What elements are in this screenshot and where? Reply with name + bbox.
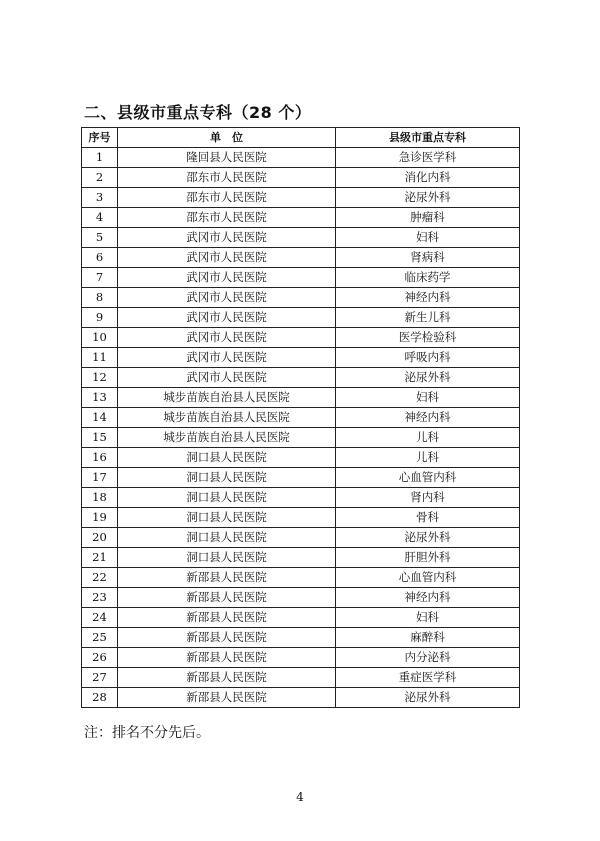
cell-index: 26 [82, 648, 118, 668]
cell-index: 12 [82, 368, 118, 388]
table-row [82, 688, 520, 708]
table-row [82, 288, 520, 308]
cell-specialty: 神经内科 [336, 588, 520, 608]
cell-specialty: 泌尿外科 [336, 528, 520, 548]
cell-unit: 邵东市人民医院 [118, 168, 336, 188]
cell-index: 11 [82, 348, 118, 368]
cell-unit: 新邵县人民医院 [118, 568, 336, 588]
table-row [82, 408, 520, 428]
cell-index: 2 [82, 168, 118, 188]
cell-unit: 隆回县人民医院 [118, 148, 336, 168]
cell-index: 8 [82, 288, 118, 308]
table-row [82, 448, 520, 468]
table-row [82, 468, 520, 488]
cell-index: 16 [82, 448, 118, 468]
table-row [82, 368, 520, 388]
cell-index: 3 [82, 188, 118, 208]
cell-index: 21 [82, 548, 118, 568]
cell-specialty: 骨科 [336, 508, 520, 528]
cell-index: 19 [82, 508, 118, 528]
cell-specialty: 肝胆外科 [336, 548, 520, 568]
cell-unit: 城步苗族自治县人民医院 [118, 388, 336, 408]
cell-unit: 武冈市人民医院 [118, 368, 336, 388]
table-body [82, 148, 520, 708]
cell-index: 25 [82, 628, 118, 648]
cell-specialty: 妇科 [336, 228, 520, 248]
cell-index: 28 [82, 688, 118, 708]
cell-specialty: 肾病科 [336, 248, 520, 268]
table-row [82, 348, 520, 368]
cell-specialty: 泌尿外科 [336, 368, 520, 388]
cell-specialty: 重症医学科 [336, 668, 520, 688]
cell-unit: 武冈市人民医院 [118, 308, 336, 328]
table-row [82, 168, 520, 188]
cell-index: 1 [82, 148, 118, 168]
cell-unit: 洞口县人民医院 [118, 528, 336, 548]
cell-unit: 邵东市人民医院 [118, 188, 336, 208]
cell-unit: 邵东市人民医院 [118, 208, 336, 228]
cell-specialty: 麻醉科 [336, 628, 520, 648]
table-row [82, 488, 520, 508]
table-row [82, 568, 520, 588]
section-heading: 二、县级市重点专科（28 个） [84, 103, 312, 122]
cell-unit: 洞口县人民医院 [118, 448, 336, 468]
table-row [82, 668, 520, 688]
cell-index: 15 [82, 428, 118, 448]
table-row [82, 628, 520, 648]
cell-index: 22 [82, 568, 118, 588]
cell-index: 24 [82, 608, 118, 628]
cell-specialty: 新生儿科 [336, 308, 520, 328]
cell-specialty: 呼吸内科 [336, 348, 520, 368]
table-row [82, 588, 520, 608]
cell-specialty: 泌尿外科 [336, 688, 520, 708]
cell-specialty: 急诊医学科 [336, 148, 520, 168]
cell-specialty: 心血管内科 [336, 568, 520, 588]
cell-specialty: 肿瘤科 [336, 208, 520, 228]
cell-unit: 新邵县人民医院 [118, 688, 336, 708]
cell-specialty: 肾内科 [336, 488, 520, 508]
table-row [82, 148, 520, 168]
table-row [82, 328, 520, 348]
cell-specialty: 临床药学 [336, 268, 520, 288]
cell-index: 27 [82, 668, 118, 688]
cell-specialty: 神经内科 [336, 408, 520, 428]
cell-index: 14 [82, 408, 118, 428]
cell-index: 18 [82, 488, 118, 508]
table-row [82, 308, 520, 328]
footnote: 注：排名不分先后。 [84, 725, 210, 741]
cell-unit: 武冈市人民医院 [118, 268, 336, 288]
table-row [82, 608, 520, 628]
cell-unit: 武冈市人民医院 [118, 288, 336, 308]
cell-specialty: 医学检验科 [336, 328, 520, 348]
cell-unit: 洞口县人民医院 [118, 468, 336, 488]
table-row [82, 388, 520, 408]
cell-unit: 武冈市人民医院 [118, 248, 336, 268]
cell-unit: 城步苗族自治县人民医院 [118, 428, 336, 448]
cell-specialty: 心血管内科 [336, 468, 520, 488]
cell-specialty: 消化内科 [336, 168, 520, 188]
cell-specialty: 泌尿外科 [336, 188, 520, 208]
cell-specialty: 神经内科 [336, 288, 520, 308]
table-row [82, 268, 520, 288]
header-unit: 单 位 [118, 128, 336, 148]
table-row [82, 248, 520, 268]
cell-unit: 新邵县人民医院 [118, 588, 336, 608]
table-row [82, 528, 520, 548]
table-row [82, 208, 520, 228]
cell-specialty: 妇科 [336, 388, 520, 408]
cell-unit: 武冈市人民医院 [118, 328, 336, 348]
header-specialty: 县级市重点专科 [336, 128, 520, 148]
cell-specialty: 儿科 [336, 448, 520, 468]
cell-unit: 洞口县人民医院 [118, 488, 336, 508]
cell-index: 10 [82, 328, 118, 348]
cell-specialty: 妇科 [336, 608, 520, 628]
table-row [82, 508, 520, 528]
cell-index: 4 [82, 208, 118, 228]
cell-index: 6 [82, 248, 118, 268]
cell-unit: 新邵县人民医院 [118, 648, 336, 668]
header-index: 序号 [82, 128, 118, 148]
cell-unit: 武冈市人民医院 [118, 228, 336, 248]
cell-index: 7 [82, 268, 118, 288]
cell-index: 23 [82, 588, 118, 608]
table-row [82, 188, 520, 208]
cell-unit: 洞口县人民医院 [118, 508, 336, 528]
cell-index: 17 [82, 468, 118, 488]
cell-index: 13 [82, 388, 118, 408]
specialty-table [81, 127, 520, 708]
page-number: 4 [296, 790, 304, 804]
cell-unit: 洞口县人民医院 [118, 548, 336, 568]
cell-unit: 新邵县人民医院 [118, 628, 336, 648]
cell-specialty: 儿科 [336, 428, 520, 448]
table-row [82, 228, 520, 248]
cell-index: 9 [82, 308, 118, 328]
cell-unit: 城步苗族自治县人民医院 [118, 408, 336, 428]
cell-unit: 新邵县人民医院 [118, 608, 336, 628]
table-row [82, 548, 520, 568]
table-row [82, 648, 520, 668]
cell-index: 5 [82, 228, 118, 248]
cell-index: 20 [82, 528, 118, 548]
cell-unit: 新邵县人民医院 [118, 668, 336, 688]
table-row [82, 428, 520, 448]
cell-specialty: 内分泌科 [336, 648, 520, 668]
cell-unit: 武冈市人民医院 [118, 348, 336, 368]
table-header-row [82, 128, 520, 148]
